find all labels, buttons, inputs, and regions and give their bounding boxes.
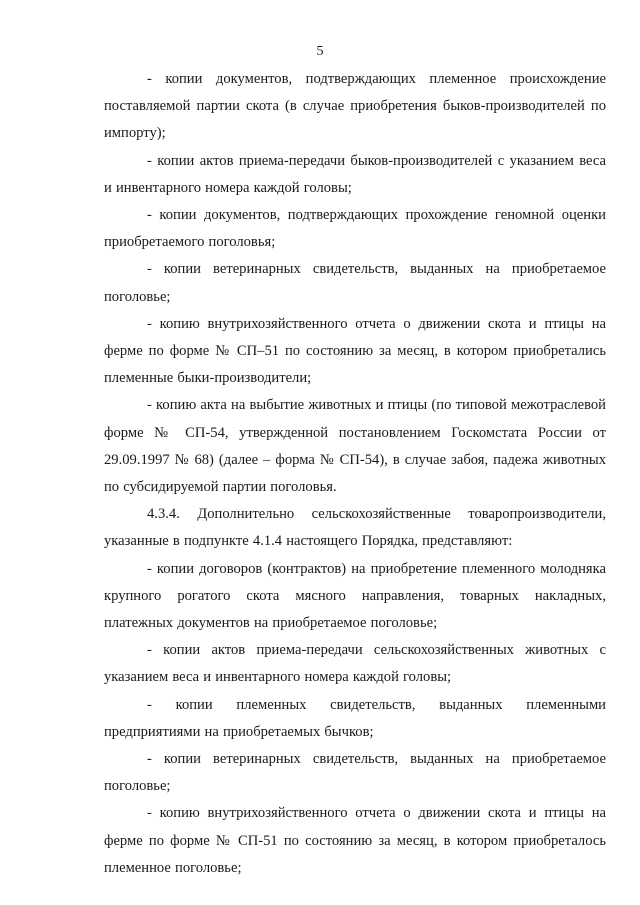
list-item: - копии документов, подтверждающих племенное происхождение поставляемой партии скота (в случае приобретения быков-производителей по импорту); [104, 71, 606, 142]
document-body [104, 66, 606, 882]
list-item: - копии документов, подтверждающих прохождение геномной оценки приобретаемого поголовья; [104, 207, 606, 251]
list-item: - копии актов приема-передачи сельскохозяйственных животных с указанием веса и инвентарного номера каждой головы; [104, 642, 606, 686]
list-item: - копию акта на выбытие животных и птицы (по типовой межотраслевой форме № СП-54, утвержденной постановлением Госкомстата России от 29.09.1997 № 68) (далее – форма № СП-54), в случае забоя, падежа животных по субсидируемой партии поголовья. [104, 397, 606, 496]
section-paragraph: 4.3.4. Дополнительно сельскохозяйственные товаропроизводители, указанные в подпункте 4.1.4 настоящего Порядка, представляют: [104, 506, 606, 550]
list-item: - копии ветеринарных свидетельств, выданных на приобретаемое поголовье; [104, 751, 606, 795]
list-item: - копии договоров (контрактов) на приобретение племенного молодняка крупного рогатого скота мясного направления, товарных накладных, платежных документов на приобретаемое поголовье; [104, 560, 606, 632]
list-item: - копии ветеринарных свидетельств, выданных на приобретаемое поголовье; [104, 261, 606, 305]
page-number: 5 [316, 44, 324, 59]
list-item: - копии племенных свидетельств, выданных племенными предприятиями на приобретаемых бычков; [104, 696, 606, 740]
list-item: - копию внутрихозяйственного отчета о движении скота и птицы на ферме по форме № СП-51 по состоянию за месяц, в котором приобреталось племенное поголовье; [104, 805, 606, 876]
list-item: - копии актов приема-передачи быков-производителей с указанием веса и инвентарного номера каждой головы; [104, 152, 606, 196]
list-item: - копию внутрихозяйственного отчета о движении скота и птицы на ферме по форме № СП–51 по состоянию за месяц, в котором приобретались племенные быки-производители; [104, 315, 606, 387]
